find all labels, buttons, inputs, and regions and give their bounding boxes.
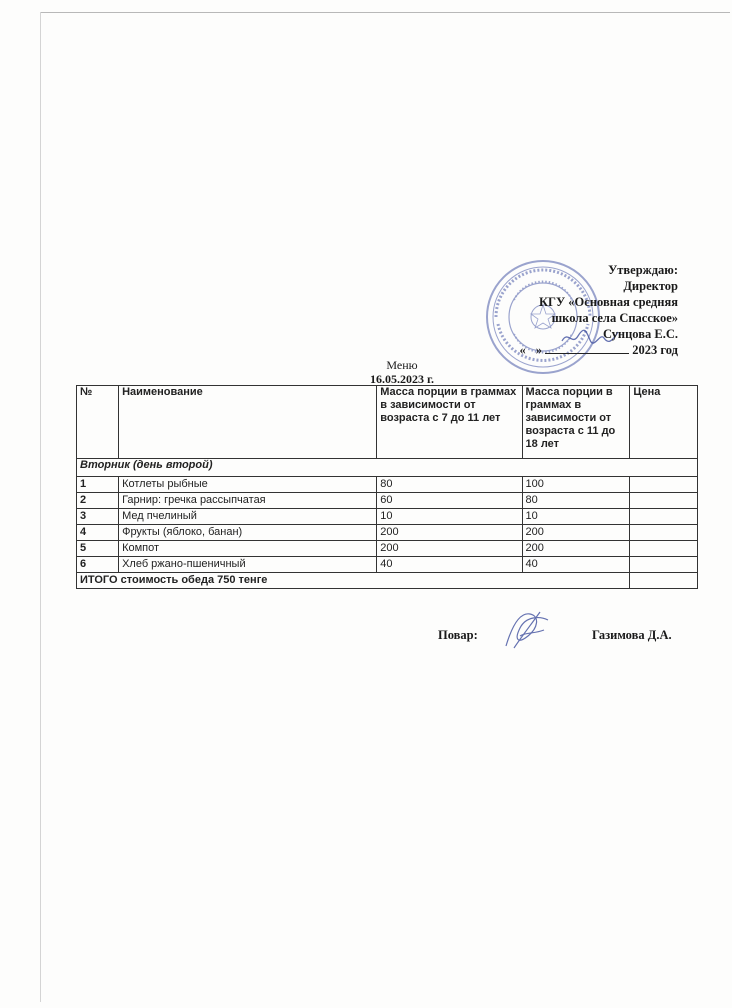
row-mass-7-11: 80 xyxy=(377,477,522,493)
row-mass-11-18: 200 xyxy=(522,541,630,557)
row-name: Котлеты рыбные xyxy=(119,477,377,493)
day-label: Вторник (день второй) xyxy=(77,459,698,477)
table-row xyxy=(77,477,698,493)
approval-organization-1: КГУ «Основная средняя xyxy=(538,295,678,309)
row-price xyxy=(630,525,698,541)
row-mass-11-18: 40 xyxy=(522,557,630,573)
approval-organization-2: школа села Спасское» xyxy=(551,311,678,325)
row-number: 4 xyxy=(77,525,119,541)
approval-date-line xyxy=(428,342,678,358)
approval-date-open: « xyxy=(519,343,526,357)
header-price: Цена xyxy=(630,386,698,459)
menu-table xyxy=(76,385,698,589)
row-name: Компот xyxy=(119,541,377,557)
row-name: Фрукты (яблоко, банан) xyxy=(119,525,377,541)
row-number: 5 xyxy=(77,541,119,557)
table-row xyxy=(77,525,698,541)
header-mass-7-11: Масса порции в граммах в зависимости от возраста с 7 до 11 лет xyxy=(377,386,522,459)
row-price xyxy=(630,509,698,525)
approval-director-name: Сунцова Е.С. xyxy=(602,327,678,341)
total-row xyxy=(77,573,698,589)
cook-label: Повар: xyxy=(438,628,478,642)
header-number: № xyxy=(77,386,119,459)
approval-date-close: » xyxy=(535,343,543,357)
header-name: Наименование xyxy=(119,386,377,459)
row-mass-11-18: 80 xyxy=(522,493,630,509)
row-mass-11-18: 100 xyxy=(522,477,630,493)
row-mass-7-11: 40 xyxy=(377,557,522,573)
total-label: ИТОГО стоимость обеда 750 тенге xyxy=(77,573,630,589)
approval-block xyxy=(428,262,678,358)
approval-approve: Утверждаю: xyxy=(608,263,678,277)
cook-name: Газимова Д.А. xyxy=(592,628,672,642)
row-mass-11-18: 200 xyxy=(522,525,630,541)
row-price xyxy=(630,557,698,573)
row-number: 1 xyxy=(77,477,119,493)
total-price xyxy=(630,573,698,589)
scan-edge-left xyxy=(40,12,41,1002)
row-price xyxy=(630,477,698,493)
menu-heading xyxy=(350,358,454,386)
row-name: Гарнир: гречка рассыпчатая xyxy=(119,493,377,509)
row-mass-11-18: 10 xyxy=(522,509,630,525)
table-row xyxy=(77,509,698,525)
table-header-row xyxy=(77,386,698,459)
row-name: Хлеб ржано-пшеничный xyxy=(119,557,377,573)
row-price xyxy=(630,493,698,509)
header-mass-11-18: Масса порции в граммах в зависимости от возраста с 11 до 18 лет xyxy=(522,386,630,459)
row-name: Мед пчелиный xyxy=(119,509,377,525)
table-row xyxy=(77,541,698,557)
row-mass-7-11: 10 xyxy=(377,509,522,525)
row-number: 3 xyxy=(77,509,119,525)
menu-title: Меню xyxy=(386,358,418,372)
cook-signature xyxy=(500,606,554,654)
row-price xyxy=(630,541,698,557)
row-mass-7-11: 60 xyxy=(377,493,522,509)
scan-edge-top xyxy=(40,12,730,13)
row-mass-7-11: 200 xyxy=(377,525,522,541)
row-number: 2 xyxy=(77,493,119,509)
menu-date: 16.05.2023 г. xyxy=(369,372,435,386)
day-row xyxy=(77,459,698,477)
row-number: 6 xyxy=(77,557,119,573)
table-row xyxy=(77,493,698,509)
approval-position: Директор xyxy=(623,279,678,293)
row-mass-7-11: 200 xyxy=(377,541,522,557)
table-row xyxy=(77,557,698,573)
approval-year: 2023 год xyxy=(632,343,678,357)
approval-date-underline xyxy=(545,342,629,354)
